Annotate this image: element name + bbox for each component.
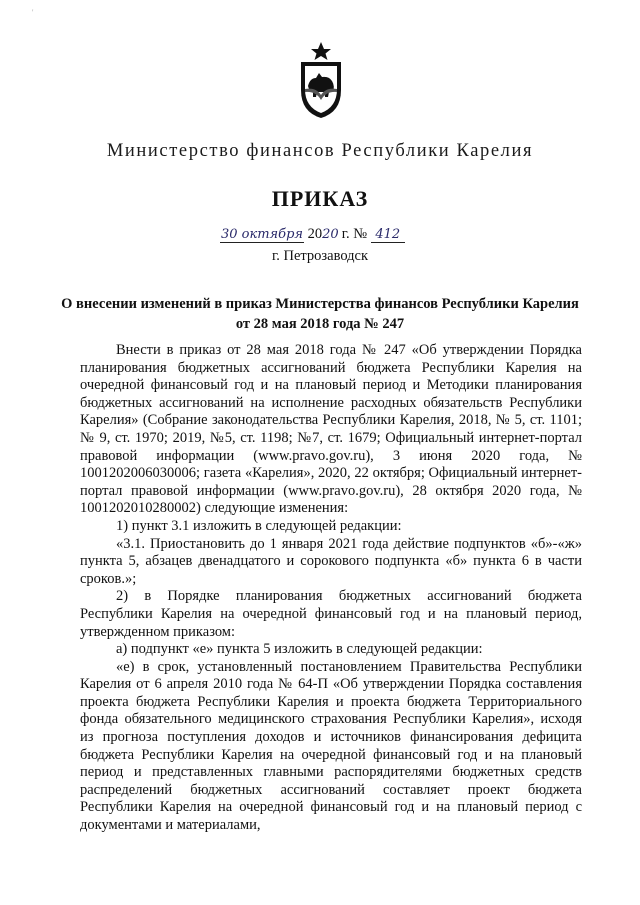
scan-mark: '	[32, 8, 34, 17]
order-number-handwritten: 412	[371, 227, 405, 243]
year-prefix: 20	[307, 226, 323, 242]
order-year-handwritten: 20	[322, 227, 339, 242]
paragraph: «е) в срок, установленный постановлением Правительства Республики Карелия от 6 апреля 2010 года № 64-П «Об утверждении Порядка составления проекта бюджета Республики Карелия и проекта бюджета Территориального фонда обязательного медицинского страхования Республики Карелия», исходя из прогноза поступления доходов и источников финансирования дефицита бюджета Республики Карелия на очередной финансовый год и на плановый период и представленных главными распорядителями бюджетных средств распределений бюджетных ассигнований составляет проект бюджета Республики Карелия на очередной финансовый год и на плановый период с документами и материалами,	[80, 658, 582, 834]
year-suffix: г. №	[341, 226, 368, 242]
paragraph: 2) в Порядке планирования бюджетных ассигнований бюджета Республики Карелия на очередной финансовый год и на плановый период, утвержденном приказом:	[80, 588, 582, 640]
paragraph: 1) пункт 3.1 изложить в следующей редакции:	[116, 517, 402, 534]
paragraph: а) подпункт «е» пункта 5 изложить в следующей редакции:	[116, 641, 483, 658]
order-date-handwritten: 30 октября	[220, 227, 304, 242]
ministry-name: Министерство финансов Республики Карелия	[106, 141, 534, 161]
order-body	[80, 342, 582, 835]
order-dateline	[220, 226, 405, 243]
paragraph: Внести в приказ от 28 мая 2018 года № 247 «Об утверждении Порядка планирования бюджетных ассигнований бюджета Республики Карелия на очередной финансовый год и на плановый период и Методики планирования бюджетных ассигнований на исполнение расходных обязательств Республики Карелия» (Собрание законодательства Республики Карелия, 2018, № 5, ст. 1101; № 9, ст. 1970; 2019, №5, ст. 1198; №7, ст. 1679; Официальный интернет-портал правовой информации (www.pravo.gov.ru), 3 июня 2020 года, № 1001202006030006; газета «Карелия», 2020, 22 октября; Официальный интернет-портал правовой информации (www.pravo.gov.ru), 28 октября 2020 года, № 1001202010280002) следующие изменения:	[80, 342, 582, 517]
karelia-coat-of-arms-icon	[296, 40, 346, 120]
order-subject: О внесении изменений в приказ Министерства финансов Республики Карелия от 28 мая 2018 года № 247	[61, 296, 579, 332]
order-city: г. Петрозаводск	[271, 248, 369, 264]
order-title: ПРИКАЗ	[271, 186, 369, 211]
paragraph: «3.1. Приостановить до 1 января 2021 года действие подпунктов «б»-«ж» пункта 5, абзацев двенадцатого и сорокового подпункта «б» пункта 6 в части сроков.»;	[80, 535, 582, 587]
